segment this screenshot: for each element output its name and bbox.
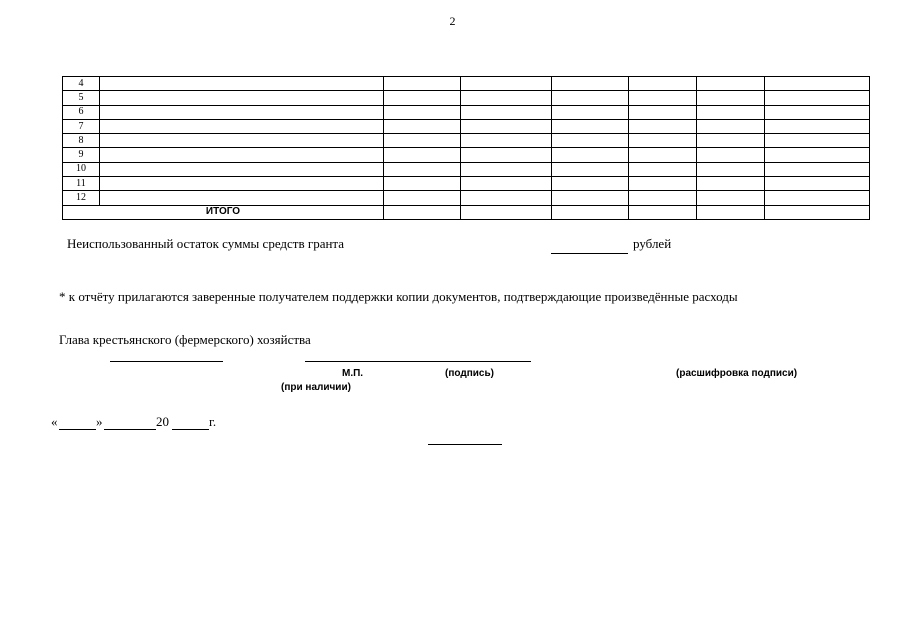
row-number: 11 bbox=[63, 177, 100, 191]
table-cell[interactable] bbox=[100, 177, 384, 191]
table-row bbox=[63, 162, 870, 176]
row-number: 9 bbox=[63, 148, 100, 162]
table-cell[interactable] bbox=[461, 205, 552, 219]
table-row bbox=[63, 191, 870, 205]
table-cell[interactable] bbox=[552, 77, 629, 91]
table-cell[interactable] bbox=[697, 91, 765, 105]
table-row-total bbox=[63, 205, 870, 219]
row-number: 5 bbox=[63, 91, 100, 105]
table-cell[interactable] bbox=[765, 162, 870, 176]
table-row bbox=[63, 91, 870, 105]
date-open-quote: « bbox=[51, 414, 58, 429]
table-cell[interactable] bbox=[100, 191, 384, 205]
table-cell[interactable] bbox=[552, 205, 629, 219]
signature-label: (подпись) bbox=[445, 368, 494, 379]
table-cell[interactable] bbox=[697, 105, 765, 119]
table-cell[interactable] bbox=[552, 162, 629, 176]
table-cell[interactable] bbox=[765, 177, 870, 191]
table-cell[interactable] bbox=[765, 148, 870, 162]
table-cell[interactable] bbox=[384, 77, 461, 91]
table-cell[interactable] bbox=[384, 148, 461, 162]
table-cell[interactable] bbox=[765, 134, 870, 148]
table-cell[interactable] bbox=[461, 77, 552, 91]
table-cell[interactable] bbox=[100, 134, 384, 148]
stamp-line[interactable] bbox=[110, 361, 223, 362]
table-row bbox=[63, 148, 870, 162]
table-row bbox=[63, 77, 870, 91]
table-cell[interactable] bbox=[765, 191, 870, 205]
table-cell[interactable] bbox=[629, 105, 697, 119]
table-cell[interactable] bbox=[100, 105, 384, 119]
stamp-label: М.П. bbox=[342, 368, 364, 379]
table-cell[interactable] bbox=[629, 119, 697, 133]
row-number: 8 bbox=[63, 134, 100, 148]
table-cell[interactable] bbox=[629, 205, 697, 219]
date-year-prefix: 20 bbox=[156, 414, 169, 429]
stamp-note: (при наличии) bbox=[281, 382, 351, 393]
table-cell[interactable] bbox=[384, 91, 461, 105]
table-cell[interactable] bbox=[461, 105, 552, 119]
footnote: * к отчёту прилагаются заверенные получателем поддержки копии документов, подтверждающие произведённые расходы bbox=[59, 289, 738, 304]
signature-line[interactable] bbox=[305, 361, 531, 362]
date-line bbox=[51, 414, 281, 434]
row-number: 10 bbox=[63, 162, 100, 176]
table-cell[interactable] bbox=[697, 177, 765, 191]
report-table bbox=[62, 76, 870, 220]
table-cell[interactable] bbox=[697, 119, 765, 133]
row-number: 6 bbox=[63, 105, 100, 119]
table-cell[interactable] bbox=[552, 191, 629, 205]
table-row bbox=[63, 119, 870, 133]
table-cell[interactable] bbox=[384, 177, 461, 191]
table-cell[interactable] bbox=[629, 77, 697, 91]
row-number: 12 bbox=[63, 191, 100, 205]
table-cell[interactable] bbox=[552, 177, 629, 191]
total-label: ИТОГО bbox=[63, 205, 384, 219]
table-cell[interactable] bbox=[384, 205, 461, 219]
table-cell[interactable] bbox=[461, 162, 552, 176]
date-close-quote: » bbox=[96, 414, 103, 429]
table-cell[interactable] bbox=[629, 134, 697, 148]
signature-heading: Глава крестьянского (фермерского) хозяйства bbox=[59, 332, 311, 347]
table-cell[interactable] bbox=[552, 91, 629, 105]
table-cell[interactable] bbox=[629, 162, 697, 176]
table-cell[interactable] bbox=[697, 205, 765, 219]
table-cell[interactable] bbox=[765, 119, 870, 133]
table-cell[interactable] bbox=[384, 162, 461, 176]
row-number: 7 bbox=[63, 119, 100, 133]
table-cell[interactable] bbox=[552, 134, 629, 148]
table-cell[interactable] bbox=[384, 105, 461, 119]
date-year-line[interactable] bbox=[172, 429, 209, 430]
table-cell[interactable] bbox=[461, 134, 552, 148]
table-cell[interactable] bbox=[384, 119, 461, 133]
row-number: 4 bbox=[63, 77, 100, 91]
table-cell[interactable] bbox=[461, 148, 552, 162]
table-cell[interactable] bbox=[100, 148, 384, 162]
table-cell[interactable] bbox=[629, 191, 697, 205]
table-cell[interactable] bbox=[697, 162, 765, 176]
table-cell[interactable] bbox=[552, 148, 629, 162]
table-body bbox=[63, 77, 870, 220]
decoding-label: (расшифровка подписи) bbox=[676, 368, 798, 379]
table-row bbox=[63, 105, 870, 119]
table-cell[interactable] bbox=[100, 91, 384, 105]
table-cell[interactable] bbox=[697, 191, 765, 205]
table-row bbox=[63, 134, 870, 148]
date-year-suffix: г. bbox=[209, 414, 217, 429]
table-cell[interactable] bbox=[552, 105, 629, 119]
remainder-unit: рублей bbox=[633, 236, 672, 251]
date-day-line[interactable] bbox=[59, 429, 96, 430]
table-cell[interactable] bbox=[765, 77, 870, 91]
table-cell[interactable] bbox=[697, 77, 765, 91]
table-cell[interactable] bbox=[629, 148, 697, 162]
table-cell[interactable] bbox=[461, 119, 552, 133]
closing-line bbox=[428, 444, 502, 445]
table-cell[interactable] bbox=[384, 134, 461, 148]
table-cell[interactable] bbox=[461, 91, 552, 105]
table-cell[interactable] bbox=[100, 119, 384, 133]
table-cell[interactable] bbox=[629, 177, 697, 191]
table-cell[interactable] bbox=[697, 134, 765, 148]
table-cell[interactable] bbox=[461, 177, 552, 191]
page-number: 2 bbox=[449, 14, 456, 28]
table-cell[interactable] bbox=[100, 77, 384, 91]
table-row bbox=[63, 177, 870, 191]
table-cell[interactable] bbox=[697, 148, 765, 162]
table-cell[interactable] bbox=[552, 119, 629, 133]
remainder-label: Неиспользованный остаток суммы средств гранта bbox=[67, 236, 345, 251]
table-cell[interactable] bbox=[384, 191, 461, 205]
table-cell[interactable] bbox=[765, 205, 870, 219]
table-cell[interactable] bbox=[765, 105, 870, 119]
table-cell[interactable] bbox=[629, 91, 697, 105]
date-month-line[interactable] bbox=[104, 429, 156, 430]
remainder-amount-line[interactable] bbox=[551, 253, 628, 254]
table-cell[interactable] bbox=[765, 91, 870, 105]
table-cell[interactable] bbox=[100, 162, 384, 176]
table-cell[interactable] bbox=[461, 191, 552, 205]
